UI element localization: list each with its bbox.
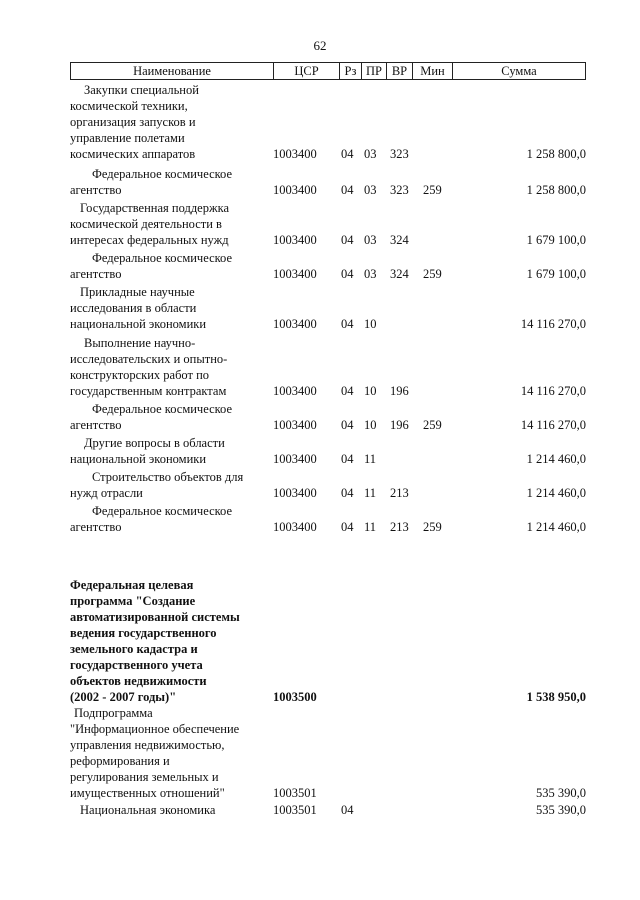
row-sum: 1 214 460,0 [526, 452, 586, 466]
row-name: Национальная экономика [80, 803, 216, 817]
row-rz: 04 [341, 803, 354, 817]
row-vr: 213 [390, 520, 409, 534]
row-rz: 04 [341, 418, 354, 432]
table-row [0, 200, 640, 250]
row-sum: 1 538 950,0 [526, 690, 586, 704]
header-vr: ВР [386, 63, 412, 79]
row-pr: 03 [364, 267, 377, 281]
row-pr: 11 [364, 452, 377, 466]
table-row-subprogram [0, 705, 640, 802]
row-vr: 323 [390, 183, 409, 197]
table-row [0, 166, 640, 200]
row-rz: 04 [341, 317, 354, 331]
row-sum: 1 679 100,0 [526, 267, 586, 281]
row-code: 1003501 [273, 803, 317, 817]
row-code: 1003400 [273, 486, 317, 500]
row-sum: 535 390,0 [536, 803, 586, 817]
row-rz: 04 [341, 183, 354, 197]
row-sum: 535 390,0 [536, 786, 586, 800]
row-name: Другие вопросы в области национальной экономики [70, 436, 225, 466]
header-rz: Рз [339, 63, 361, 79]
row-code: 1003400 [273, 267, 317, 281]
row-pr: 10 [364, 317, 377, 331]
table-row [0, 802, 640, 820]
table-header [70, 62, 586, 80]
row-pr: 10 [364, 418, 377, 432]
row-rz: 04 [341, 452, 354, 466]
row-rz: 04 [341, 486, 354, 500]
row-name: Строительство объектов для нужд отрасли [70, 470, 244, 500]
header-sum: Сумма [452, 63, 585, 79]
row-vr: 323 [390, 147, 409, 161]
row-sum: 1 679 100,0 [526, 233, 586, 247]
row-code: 1003400 [273, 183, 317, 197]
row-sum: 14 116 270,0 [520, 418, 586, 432]
row-vr: 196 [390, 384, 409, 398]
row-vr: 324 [390, 267, 409, 281]
header-min: Мин [412, 63, 452, 79]
page-number: 62 [313, 38, 327, 53]
row-name: Закупки специальной космической техники, организация запусков и управление полетами космических аппаратов [70, 83, 199, 161]
row-min: 259 [423, 520, 442, 534]
header-csr: ЦСР [273, 63, 339, 79]
table-row [0, 401, 640, 435]
row-vr: 324 [390, 233, 409, 247]
row-min: 259 [423, 267, 442, 281]
row-rz: 04 [341, 520, 354, 534]
row-code: 1003400 [273, 233, 317, 247]
row-code: 1003400 [273, 520, 317, 534]
row-rz: 04 [341, 147, 354, 161]
row-sum: 1 214 460,0 [526, 486, 586, 500]
header-pr: ПР [361, 63, 386, 79]
row-pr: 11 [364, 520, 377, 534]
row-pr: 03 [364, 183, 377, 197]
row-code: 1003400 [273, 317, 317, 331]
row-vr: 213 [390, 486, 409, 500]
row-sum: 1 214 460,0 [526, 520, 586, 534]
row-pr: 10 [364, 384, 377, 398]
row-name: Выполнение научно- исследовательских и опытно- конструкторских работ по государственным контрактам [70, 336, 228, 398]
row-code: 1003400 [273, 418, 317, 432]
row-code: 1003400 [273, 452, 317, 466]
row-min: 259 [423, 183, 442, 197]
table-row-program [0, 577, 640, 705]
row-name: Федеральная целевая программа "Создание автоматизированной системы ведения государственного земельного кадастра и государственного учета объектов недвижимости (2002 - 2007 годы)" [70, 578, 240, 704]
table-row [0, 335, 640, 401]
row-name: Федеральное космическое агентство [70, 167, 233, 197]
row-name: Государственная поддержка космической деятельности в интересах федеральных нужд [70, 201, 230, 247]
row-code: 1003501 [273, 786, 317, 800]
row-name: Прикладные научные исследования в области национальной экономики [70, 285, 207, 331]
table-row [0, 82, 640, 166]
row-sum: 1 258 800,0 [526, 147, 586, 161]
header-name: Наименование [133, 64, 211, 78]
row-name: Федеральное космическое агентство [70, 402, 233, 432]
row-min: 259 [423, 418, 442, 432]
row-rz: 04 [341, 384, 354, 398]
row-pr: 03 [364, 233, 377, 247]
row-rz: 04 [341, 267, 354, 281]
row-pr: 03 [364, 147, 377, 161]
row-name: Федеральное космическое агентство [70, 504, 233, 534]
row-code: 1003400 [273, 384, 317, 398]
table-row [0, 250, 640, 284]
table-row [0, 435, 640, 469]
row-sum: 14 116 270,0 [520, 317, 586, 331]
row-sum: 1 258 800,0 [526, 183, 586, 197]
row-pr: 11 [364, 486, 377, 500]
row-code: 1003500 [273, 690, 317, 704]
row-vr: 196 [390, 418, 409, 432]
row-rz: 04 [341, 233, 354, 247]
row-sum: 14 116 270,0 [520, 384, 586, 398]
table-row [0, 503, 640, 577]
table-row [0, 469, 640, 503]
row-name: Подпрограмма "Информационное обеспечение управления недвижимостью, реформирования и регулирования земельных и имущественных отношений" [70, 706, 240, 800]
table-row [0, 284, 640, 335]
row-code: 1003400 [273, 147, 317, 161]
row-name: Федеральное космическое агентство [70, 251, 233, 281]
table-body [0, 82, 640, 820]
